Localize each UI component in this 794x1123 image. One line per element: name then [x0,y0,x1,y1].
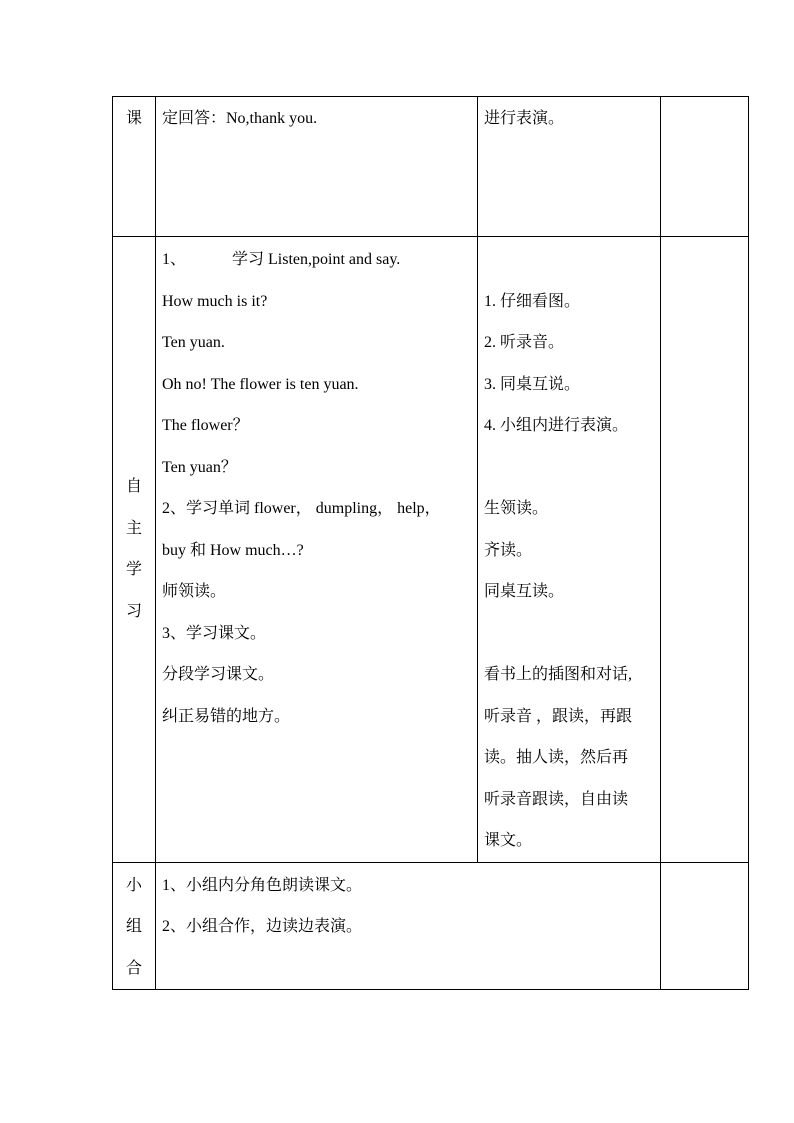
notes-cell [661,237,749,863]
row-label-char: 合 [125,959,142,977]
text-line: Ten yuan. [162,334,225,351]
row-label-char: 习 [125,602,142,620]
text-line: 1、小组内分角色朗读课文。 [162,876,363,894]
text-line: 课文。 [484,832,533,849]
text-line: 进行表演。 [484,110,565,127]
row-label-char: 组 [125,918,142,935]
row-label-char: 自 [125,478,142,496]
text-line: 3. 同桌互说。 [484,375,581,393]
text-line: 3、学习课文。 [162,624,267,642]
row-label-cell [113,862,156,990]
text-line: 听录音跟读，自由读 [484,790,629,808]
text-line: 分段学习课文。 [162,666,275,683]
table-row [113,237,749,863]
text-line: Ten yuan？ [162,458,237,476]
list-text: 学习 Listen,point and say. [232,251,401,268]
text-line: 齐读。 [484,541,533,559]
text-line: The flower？ [162,417,249,434]
text-line: 2、小组合作，边读边表演。 [162,918,363,935]
row-label-cell [113,97,156,237]
text-line: 定回答：No,thank you. [162,110,318,127]
text-line [162,239,471,281]
group-activity-cell [156,862,661,990]
text-line: buy 和 How much…? [162,541,304,559]
row-label: 课 [125,110,142,127]
text-line: 看书上的插图和对话, [484,666,633,683]
lesson-plan-table [112,96,749,990]
text-line: Oh no! The flower is ten yuan. [162,375,359,393]
notes-cell [661,862,749,990]
row-label-char: 学 [125,561,142,579]
student-activity-cell [478,237,661,863]
text-line: 4. 小组内进行表演。 [484,417,629,434]
row-label-char: 小 [125,876,142,894]
notes-cell [661,97,749,237]
list-number: 1、 [162,251,187,268]
text-line: 师领读。 [162,583,227,600]
teacher-activity-cell [156,237,478,863]
text-line: 读。抽人读，然后再 [484,749,629,766]
table-row [113,862,749,990]
text-line: 同桌互读。 [484,583,565,600]
text-line: 2. 听录音。 [484,334,565,351]
text-line: How much is it? [162,292,268,310]
text-line: 生领读。 [484,500,549,517]
table-row [113,97,749,237]
text-line: 纠正易错的地方。 [162,707,291,725]
row-label-cell [113,237,156,863]
student-activity-cell [478,97,661,237]
text-line: 听录音 ，跟读，再跟 [484,707,633,725]
row-label-char: 主 [125,519,142,537]
text-line: 2、学习单词 flower， dumpling， help， [162,500,441,517]
text-line: 1. 仔细看图。 [484,292,581,310]
teacher-activity-cell [156,97,478,237]
